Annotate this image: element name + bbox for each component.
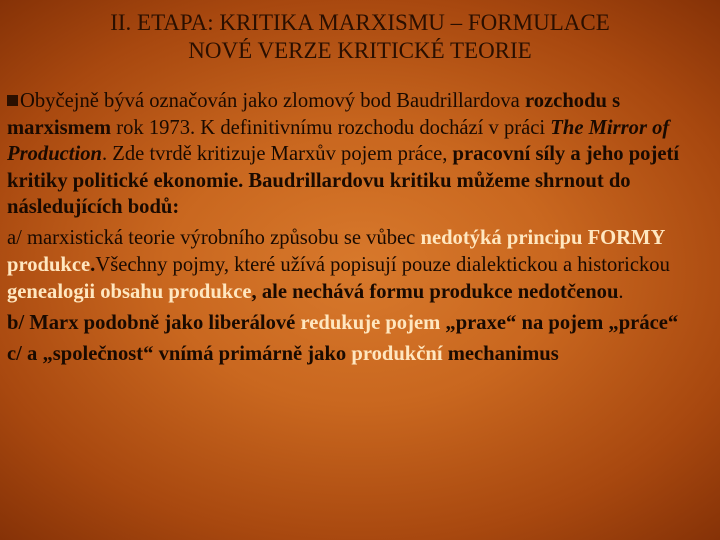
slide-title (0, 9, 720, 65)
point-a-highlight-2: genealogii obsahu produkce (7, 280, 252, 303)
intro-emphasis-1: rozchodu s marxismem (7, 90, 621, 139)
point-c-text-2: mechanimus (442, 342, 559, 365)
intro-text-1: Obyčejně bývá označován jako zlomový bod Baudrillardova (20, 90, 525, 112)
square-bullet-icon (7, 95, 18, 106)
intro-text-2: rok 1973. K definitivnímu rozchodu dochází v práci (111, 116, 551, 139)
point-a-highlight-1: nedotýká principu FORMY produkce (7, 227, 665, 277)
intro-text-3: . Zde tvrdě kritizuje Marxův pojem práce, (101, 143, 453, 166)
point-b (7, 310, 713, 337)
book-title: The Mirror of Production (7, 116, 670, 166)
paragraph-intro (7, 88, 713, 221)
point-b-text-2: „praxe“ na pojem „práce“ (440, 311, 679, 334)
title-line-2: NOVÉ VERZE KRITICKÉ TEORIE (188, 38, 532, 63)
slide-body (7, 88, 713, 372)
point-a-text-2: Všechny pojmy, které užívá popisují pouze dialektickou a historickou (95, 254, 670, 277)
point-b-text-1: b/ Marx podobně jako liberálové (7, 311, 301, 334)
point-c-text-1: c/ a „společnost“ vnímá primárně jako (7, 342, 352, 365)
point-a-end: . (618, 280, 624, 303)
point-c-highlight: produkční (351, 342, 443, 365)
point-a-emphasis: , ale nechává formu produkce nedotčenou (251, 280, 619, 303)
point-c (7, 341, 713, 368)
intro-emphasis-2: pracovní síly a jeho pojetí kritiky politické ekonomie. Baudrillardovu kritiku můžeme shrnout do následujících bodů: (7, 143, 680, 219)
point-a-period: . (90, 254, 96, 277)
point-a-text-1: a/ marxistická teorie výrobního způsobu se vůbec (7, 227, 421, 250)
point-a (7, 225, 713, 305)
title-line-1: II. ETAPA: KRITIKA MARXISMU – FORMULACE (110, 10, 610, 35)
point-b-highlight: redukuje pojem (300, 311, 441, 334)
